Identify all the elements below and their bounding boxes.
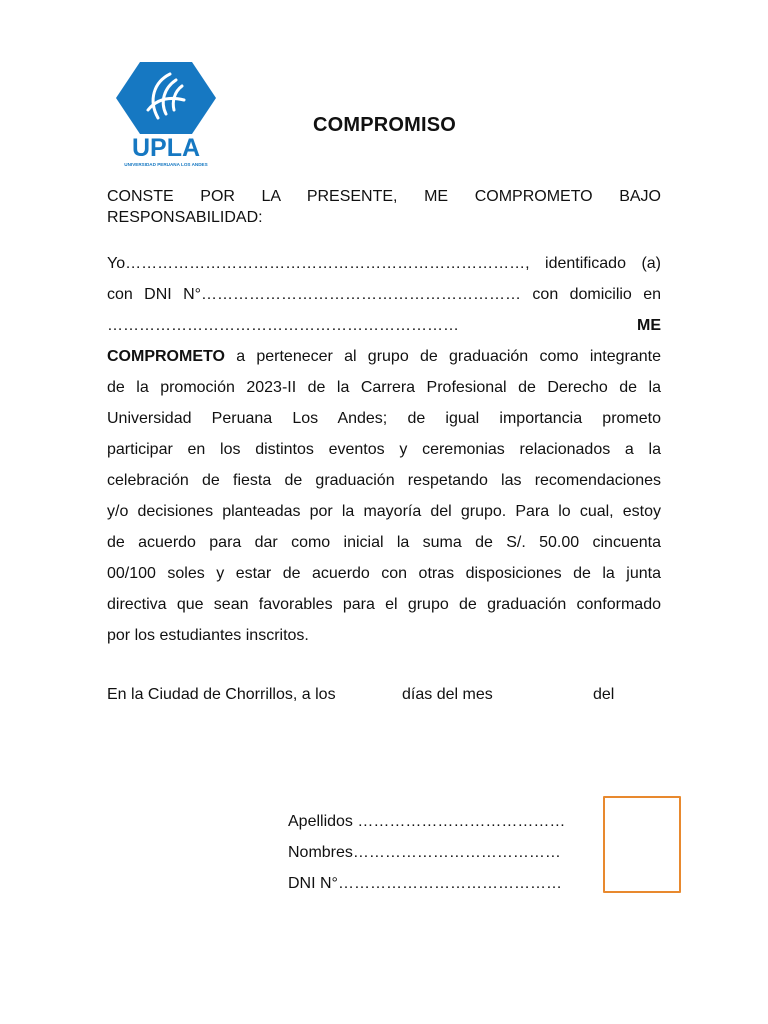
document-title: COMPROMISO xyxy=(312,114,457,136)
body-line xyxy=(107,341,661,372)
intro-line: RESPONSABILIDAD: xyxy=(107,209,263,226)
body-line: y/o decisiones planteadas por la mayoría del grupo. Para lo cual, estoy xyxy=(107,503,661,520)
intro-paragraph xyxy=(107,186,661,228)
commitment-paragraph xyxy=(107,248,661,651)
body-line: celebración de fiesta de graduación respetando las recomendaciones xyxy=(107,472,661,489)
body-line xyxy=(107,310,661,341)
body-line: de acuerdo para dar como inicial la suma de S/. 50.00 cincuenta xyxy=(107,534,661,551)
body-line: directiva que sean favorables para el grupo de graduación conformado xyxy=(107,596,661,613)
body-line-emphasis: COMPROMETO xyxy=(107,348,225,365)
place-days-text: días del mes xyxy=(402,686,493,703)
logo-subtext: UNIVERSIDAD PERUANA LOS ANDES xyxy=(124,162,208,167)
body-line-emphasis: ME xyxy=(637,317,661,334)
body-line: por los estudiantes inscritos. xyxy=(107,627,309,644)
place-date-line xyxy=(107,686,661,710)
place-year-text: del xyxy=(593,686,615,703)
body-line: 00/100 soles y estar de acuerdo con otras disposiciones de la junta xyxy=(107,565,661,582)
body-line: Yo…………………………………………………………………, identificado (a) xyxy=(107,255,661,272)
body-line-dots: ………………………………………………………… xyxy=(107,317,459,334)
body-line: de la promoción 2023-II de la Carrera Profesional de Derecho de la xyxy=(107,379,661,396)
body-line-text: a pertenecer al grupo de graduación como integrante xyxy=(224,348,661,365)
nombres-line: Nombres………………………………… xyxy=(288,844,561,861)
place-city-text: En la Ciudad de Chorrillos, a los xyxy=(107,686,336,703)
intro-line: CONSTE POR LA PRESENTE, ME COMPROMETO BAJO xyxy=(107,188,661,205)
fingerprint-box xyxy=(603,796,681,893)
signature-block xyxy=(288,806,565,899)
apellidos-line: Apellidos ………………………………… xyxy=(288,813,566,830)
dni-line: DNI N°…………………………………… xyxy=(288,875,562,892)
body-line: participar en los distintos eventos y ceremonias relacionados a la xyxy=(107,441,661,458)
logo-text: UPLA xyxy=(131,134,201,162)
body-line: con DNI N°…………………………………………………… con domicilio en xyxy=(107,286,661,303)
body-line: Universidad Peruana Los Andes; de igual importancia prometo xyxy=(107,410,661,427)
